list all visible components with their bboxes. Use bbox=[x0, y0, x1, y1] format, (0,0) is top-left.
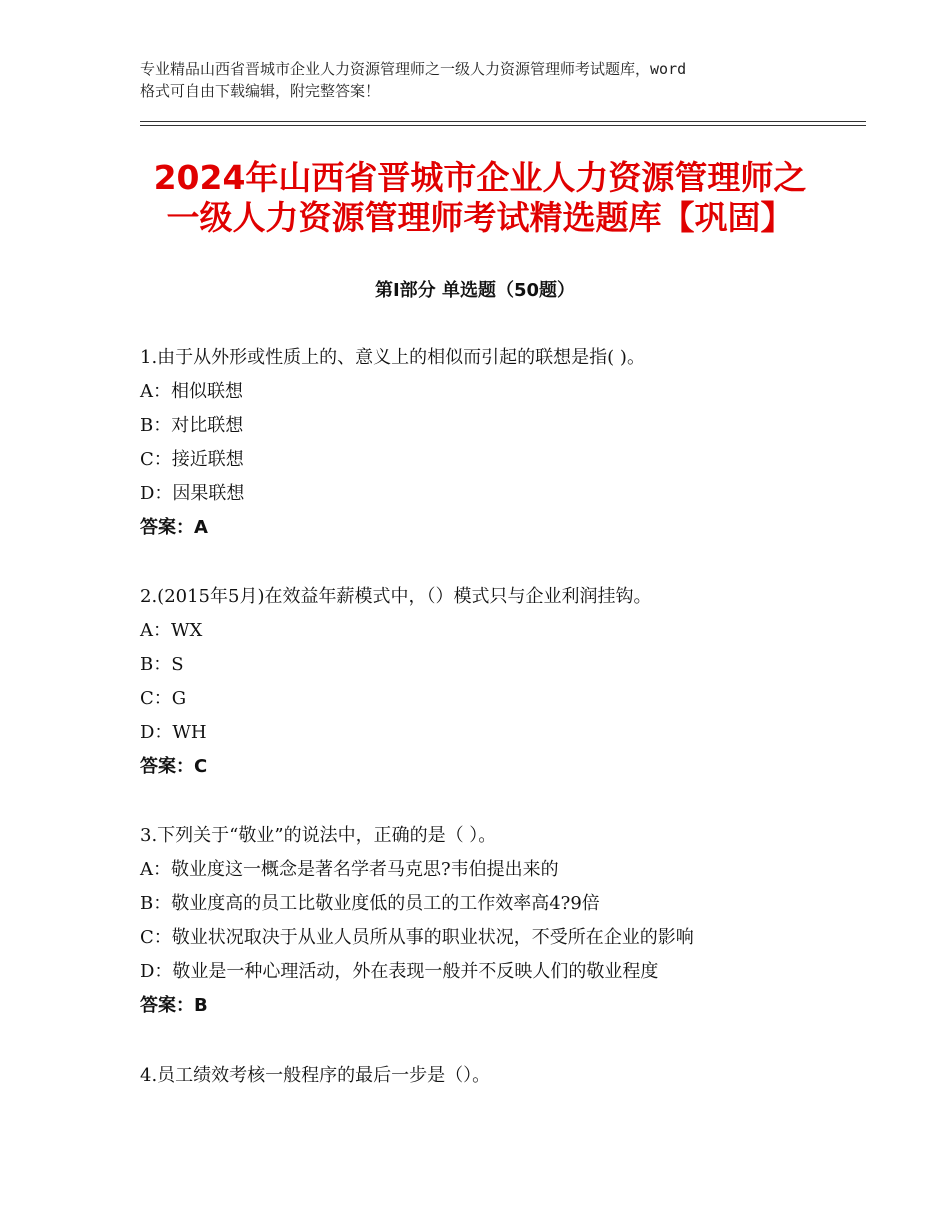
question-2 bbox=[140, 580, 860, 784]
option-a: A：相似联想 bbox=[140, 381, 243, 402]
header-rule-top bbox=[140, 121, 866, 122]
answer-label: 答案：C bbox=[140, 756, 208, 777]
document-title bbox=[140, 158, 820, 238]
option-b: B：S bbox=[140, 654, 184, 675]
section-title: 第Ⅰ部分 单选题（50题） bbox=[374, 280, 575, 301]
question-stem: 1.由于从外形或性质上的、意义上的相似而引起的联想是指( )。 bbox=[140, 347, 645, 368]
question-3 bbox=[140, 819, 860, 1023]
question-stem: 4.员工绩效考核一般程序的最后一步是（）。 bbox=[140, 1065, 491, 1086]
option-b: B：敬业度高的员工比敬业度低的员工的工作效率高4?9倍 bbox=[140, 893, 600, 914]
header-note-line-2: 格式可自由下载编辑，附完整答案！ bbox=[140, 82, 381, 100]
document-title-line-1: 2024年山西省晋城市企业人力资源管理师之 bbox=[153, 158, 807, 197]
option-c: C：敬业状况取决于从业人员所从事的职业状况，不受所在企业的影响 bbox=[140, 927, 694, 948]
option-b: B：对比联想 bbox=[140, 415, 244, 436]
answer-label: 答案：B bbox=[140, 995, 208, 1016]
header-rule-bottom bbox=[140, 125, 866, 126]
question-stem: 3.下列关于“敬业”的说法中，正确的是（ ）。 bbox=[140, 825, 497, 846]
option-d: D：因果联想 bbox=[140, 483, 245, 504]
option-d: D：敬业是一种心理活动，外在表现一般并不反映人们的敬业程度 bbox=[140, 961, 659, 982]
option-d: D：WH bbox=[140, 722, 207, 743]
option-c: C：G bbox=[140, 688, 187, 709]
document-title-line-2: 一级人力资源管理师考试精选题库【巩固】 bbox=[166, 198, 794, 237]
option-a: A：WX bbox=[140, 620, 203, 641]
question-1 bbox=[140, 341, 860, 545]
header-note bbox=[140, 58, 830, 102]
option-c: C：接近联想 bbox=[140, 449, 244, 470]
header-note-line-1: 专业精品山西省晋城市企业人力资源管理师之一级人力资源管理师考试题库，word bbox=[140, 60, 687, 78]
option-a: A：敬业度这一概念是著名学者马克思?韦伯提出来的 bbox=[140, 859, 559, 880]
question-stem: 2.(2015年5月)在效益年薪模式中，（）模式只与企业利润挂钩。 bbox=[140, 586, 652, 607]
answer-label: 答案：A bbox=[140, 517, 208, 538]
question-4 bbox=[140, 1059, 860, 1093]
